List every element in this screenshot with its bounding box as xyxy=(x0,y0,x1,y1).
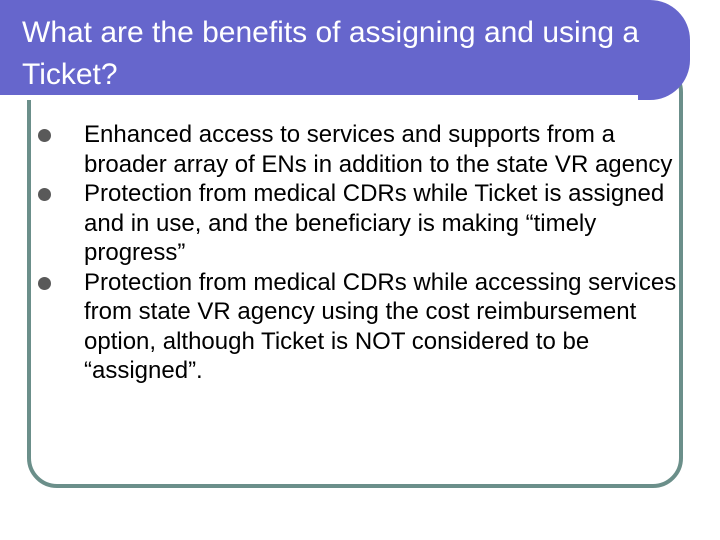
bullet-item xyxy=(38,268,678,386)
bullet-dot-icon xyxy=(38,277,51,290)
bullet-dot-icon xyxy=(38,188,51,201)
title-underline xyxy=(0,95,638,100)
bullet-text: Protection from medical CDRs while accessing services from state VR agency using the cost reimbursement option, although Ticket is NOT considered to be “assigned”. xyxy=(84,268,677,384)
title-bar xyxy=(0,0,690,100)
bullet-list xyxy=(38,120,678,386)
bullet-item xyxy=(38,179,678,268)
bullet-text: Enhanced access to services and supports from a broader array of ENs in addition to the state VR agency xyxy=(84,121,673,178)
bullet-item xyxy=(38,120,678,179)
bullet-dot-icon xyxy=(38,129,51,142)
bullet-text: Protection from medical CDRs while Ticket is assigned and in use, and the beneficiary is making “timely progress” xyxy=(84,180,665,266)
slide-title: What are the benefits of assigning and using a Ticket? xyxy=(22,16,640,91)
